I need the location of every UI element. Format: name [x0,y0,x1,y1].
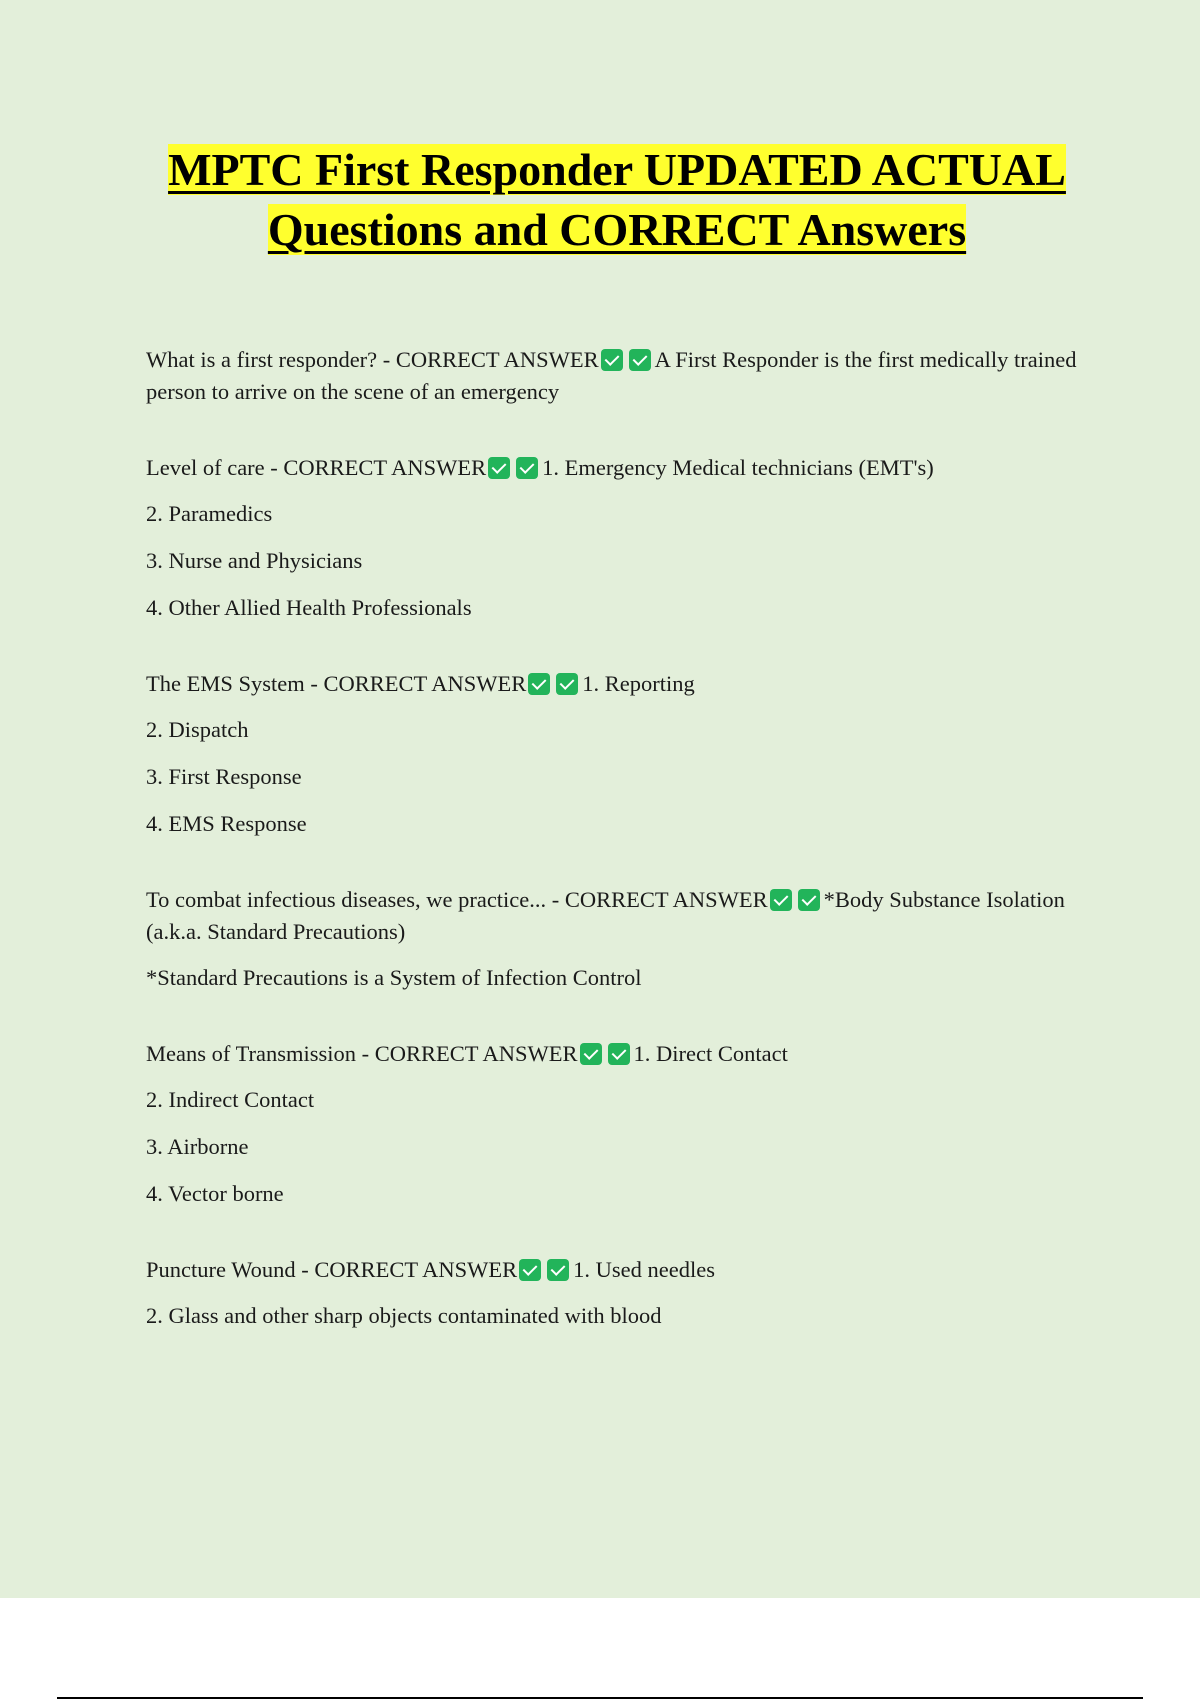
check-mark-icon [556,673,578,695]
qa-answer-line: 3. Airborne [146,1134,249,1159]
qa-question-line [146,884,1086,948]
check-mark-icon [547,1259,569,1281]
footer-divider [57,1697,1143,1699]
qa-answer-line: 4. EMS Response [146,811,307,836]
document-title-text: MPTC First Responder UPDATED ACTUAL Questions and CORRECT Answers [168,144,1066,255]
qa-answer-line: 2. Glass and other sharp objects contaminated with blood [146,1303,662,1328]
qa-question: Puncture Wound - CORRECT ANSWER [146,1257,518,1282]
qa-question-line [146,1254,1086,1286]
qa-answer-line: 3. First Response [146,764,302,789]
qa-item [146,668,1086,840]
qa-answer-line: 2. Paramedics [146,501,273,526]
qa-item [146,1254,1086,1332]
qa-item [146,884,1086,994]
qa-question: To combat infectious diseases, we practice... - CORRECT ANSWER [146,887,768,912]
qa-answer: 1. Direct Contact [633,1041,788,1066]
qa-question-line [146,452,1086,484]
qa-item [146,344,1086,408]
qa-question: The EMS System - CORRECT ANSWER [146,671,527,696]
qa-answer-line: 2. Dispatch [146,717,249,742]
check-mark-icon [798,889,820,911]
qa-item [146,1038,1086,1210]
qa-list [146,344,1086,1376]
qa-question: Means of Transmission - CORRECT ANSWER [146,1041,578,1066]
qa-answer-line: 4. Vector borne [146,1181,284,1206]
qa-answer-line: *Standard Precautions is a System of Infection Control [146,965,642,990]
qa-question-line [146,344,1086,408]
check-mark-icon [580,1043,602,1065]
qa-question: Level of care - CORRECT ANSWER [146,455,487,480]
check-mark-icon [629,349,651,371]
qa-answer: 1. Reporting [582,671,695,696]
qa-answer: A First Responder is the first medically trained person to arrive on the scene of an emergency [146,347,1077,404]
check-mark-icon [519,1259,541,1281]
qa-answer: 1. Emergency Medical technicians (EMT's) [542,455,934,480]
qa-answer-line: 2. Indirect Contact [146,1087,315,1112]
check-mark-icon [528,673,550,695]
qa-answer: *Body Substance Isolation (a.k.a. Standard Precautions) [146,887,1065,944]
qa-answer-line: 3. Nurse and Physicians [146,548,363,573]
check-mark-icon [488,457,510,479]
check-mark-icon [770,889,792,911]
qa-question-line [146,668,1086,700]
check-mark-icon [601,349,623,371]
qa-answer-line: 4. Other Allied Health Professionals [146,595,472,620]
check-mark-icon [516,457,538,479]
qa-item [146,452,1086,624]
document-title [100,140,1134,260]
qa-answer: 1. Used needles [573,1257,715,1282]
qa-question: What is a first responder? - CORRECT ANSWER [146,347,599,372]
check-mark-icon [608,1043,630,1065]
qa-question-line [146,1038,1086,1070]
